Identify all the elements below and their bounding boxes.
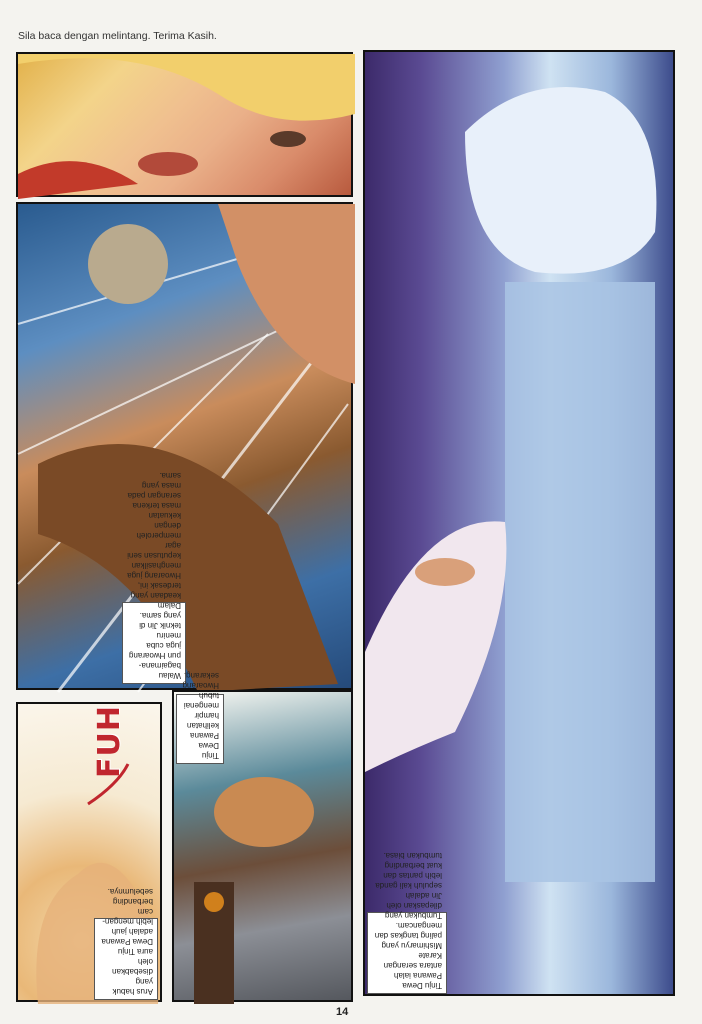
caption-box: Walau bagaimana- pun Hwoarang juga cuba meniru teknik Jin di yang sama. Dalam keadaan yang terdesak ini, Hwoarang juga menghasilkan keputusan seni agar memperoleh dengan kekuatan masa terkena serangan pada masa yang sama. — [122, 602, 186, 684]
face-artwork — [18, 54, 355, 199]
reading-instruction: Sila baca dengan melintang. Terima Kasih. — [18, 30, 217, 42]
eye-shape — [270, 131, 306, 147]
panel-flying-kick — [16, 202, 353, 690]
caption-box: Tinju Dewa Pawana ialah antara serangan Karate Mishimaryu yang paling tangkas dan mengancam. Tumbukan yang dilepaskan oleh Jin adalah sepuluh kali ganda lebih pantas dan kuat berbanding tumbukan biasa. — [367, 912, 447, 994]
torso-shape — [218, 204, 355, 384]
panel-fist — [172, 671, 353, 1002]
face-shape — [415, 558, 475, 586]
panel-blonde-face — [16, 52, 353, 197]
belt-buckle-shape — [204, 892, 224, 912]
arm-shape — [505, 282, 655, 882]
sound-effect: FUH — [92, 705, 127, 778]
fist-shape — [465, 87, 656, 274]
mouth-shape — [138, 152, 198, 176]
panel-uppercut — [363, 50, 675, 996]
shoe-sole-shape — [88, 224, 168, 304]
page-number: 14 — [336, 1006, 349, 1018]
panel-dust-burst — [16, 702, 162, 1002]
kick-artwork — [18, 204, 355, 692]
hair-shape — [18, 54, 355, 121]
fist-shape — [214, 777, 314, 847]
leg-shape — [38, 444, 338, 692]
caption-box: Tinju Dewa Pawana kelihatan hampir mengenai tubuh Hwoarang sekarang. — [176, 694, 224, 764]
red-cloth-shape — [18, 161, 138, 199]
caption-box: Arus habuk yang disebabkan oleh aura Tinju Dewa Pawana adalah jauh lebih mengan- cam berbanding sebelumnya. — [94, 918, 158, 1000]
